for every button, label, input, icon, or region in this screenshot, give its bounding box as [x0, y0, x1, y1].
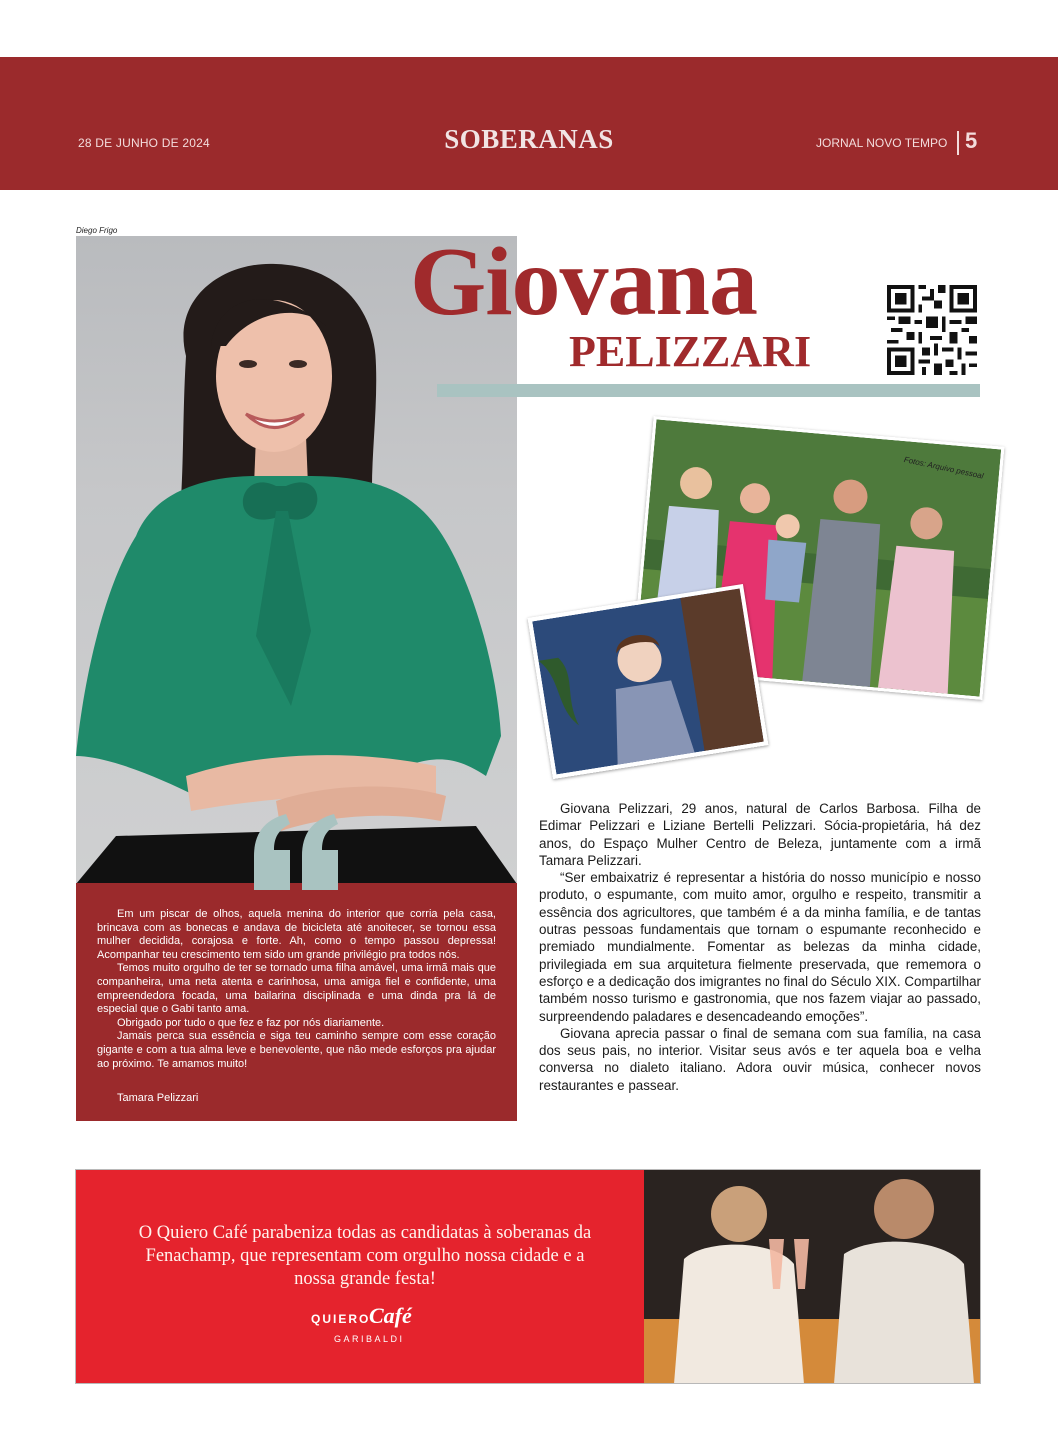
childhood-photo [528, 584, 769, 779]
ad-logo-city: GARIBALDI [334, 1334, 405, 1344]
title-rule [437, 384, 980, 397]
title-last-name: PELIZZARI [569, 327, 812, 376]
section-title: SOBERANAS [444, 124, 614, 154]
ad-logo-word: QUIERO [311, 1312, 371, 1326]
quote-paragraph: Jamais perca sua essência e siga teu caminho sempre com esse coração gigante e com a tua alma leve e benevolente, que não mede esforços pra ajudar ao próximo. Te amamos muito! [97, 1030, 496, 1070]
title-first-name: Giovana [410, 228, 757, 336]
quote-paragraph: Temos muito orgulho de ter se tornado uma filha amável, uma irmã mais que companheira, uma neta atenta e carinhosa, uma amiga fiel e confidente, uma empreendedora focada, uma bailarina disciplinada e uma dinda pra lá de especial que o Gabi tanto ama. [97, 962, 496, 1016]
quote-paragraph: Em um piscar de olhos, aquela menina do interior que corria pela casa, brincava com as bonecas e andava de bicicleta até anoitecer, se tornou essa mulher decidida, corajosa e forte. Ah, como o tempo passou depressa! Acompanhar teu crescimento tem sido um grande privilégio pra todos nós. [97, 908, 496, 961]
ad-logo-script: Café [369, 1303, 412, 1328]
header-divider [957, 131, 959, 155]
article-body [539, 800, 981, 1094]
ad-border [75, 1169, 981, 1384]
newspaper-name: JORNAL NOVO TEMPO [816, 136, 948, 150]
article-paragraph: Giovana Pelizzari, 29 anos, natural de Carlos Barbosa. Filha de Edimar Pelizzari e Liziane Bertelli Pelizzari. Sócia-propietária, há dez anos, do Espaço Mulher Centro de Beleza, juntamente com a irmã Tamara Pelizzari. [539, 801, 981, 868]
quote-mark-icon [250, 812, 344, 899]
page-number: 5 [965, 128, 978, 153]
portrait-credit: Diego Frigo [76, 226, 118, 235]
quote-paragraph: Obrigado por tudo o que fez e faz por nós diariamente. [117, 1016, 385, 1029]
header-date: 28 DE JUNHO DE 2024 [78, 136, 210, 150]
article-paragraph: “Ser embaixatriz é representar a história do nosso município e nosso produto, o espumante, com muito amor, orgulho e respeito, transmitir a essência dos agricultores, que também é a da minha família, e de tantas outras pessoas fundamentais que tornam o espumante reconhecido e premiado mundialmente. Fomentar as belezas da minha cidade, privilegiada em sua arquitetura fielmente preservada, que rememora o esforço e a dedicação dos imigrantes no final do Século XIX. Compartilhar também nosso turismo e gastronomia, que nos fazem viajar ao passado, surpreendendo paladares e desencadeando emoções”. [539, 870, 981, 1024]
article-paragraph: Giovana aprecia passar o final de semana com sua família, na casa dos seus pais, no interior. Visitar seus avós e ter aquela boa e velha conversa no dialeto italiano. Adora ouvir música, conhecer novos restaurantes e passear. [539, 1025, 981, 1093]
quote-text [97, 908, 496, 1071]
quote-signature: Tamara Pelizzari [117, 1092, 199, 1104]
qr-code-icon[interactable] [886, 285, 978, 375]
ad-message: O Quiero Café parabeniza todas as candidatas à soberanas da Fenachamp, que representam com orgulho nossa cidade e a nossa grande festa! [138, 1223, 592, 1289]
photos-credit: Fotos: Arquivo pessoal [903, 455, 985, 481]
